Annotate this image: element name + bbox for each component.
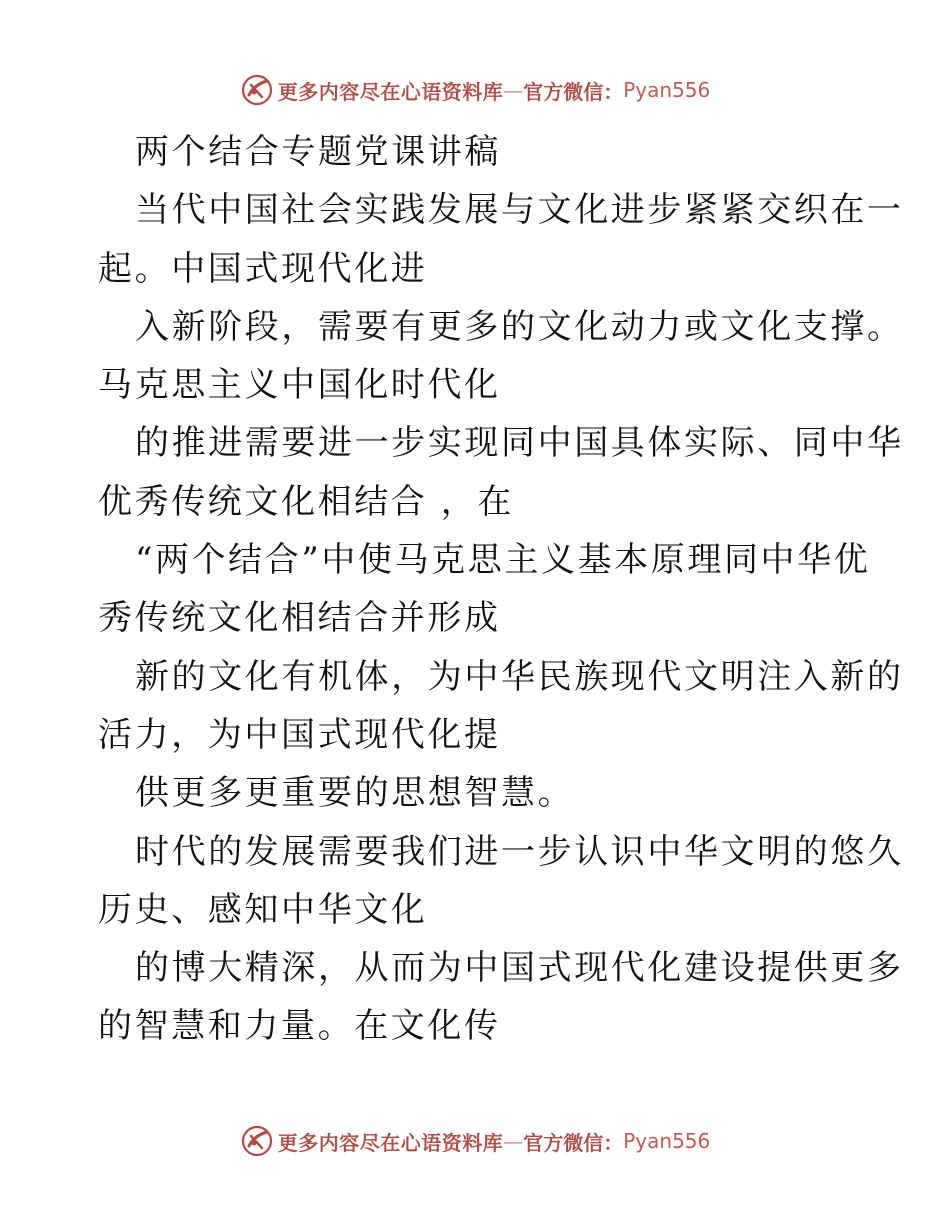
watermark-wechat-id: Pyan556 (623, 78, 711, 102)
text-line: 活力，为中国式现代化提 (98, 714, 501, 755)
text-line: 入新阶段，需要有更多的文化动力或文化支撑。 (135, 306, 904, 347)
text-line: 的博大精深，从而为中国式现代化建设提供更多 (135, 948, 904, 989)
document-body (98, 123, 904, 1056)
scroll-seal-icon (240, 1124, 274, 1158)
watermark-separator: — (503, 78, 524, 102)
text-line: 的智慧和力量。在文化传 (98, 1006, 501, 1047)
footer-watermark (0, 1121, 950, 1161)
watermark-text: 更多内容尽在心语资料库 (277, 79, 504, 104)
text-line: 当代中国社会实践发展与文化进步紧紧交织在一 (135, 190, 904, 231)
text-line: 马克思主义中国化时代化 (98, 365, 501, 406)
watermark-separator: — (503, 1129, 524, 1153)
watermark-wechat-id: Pyan556 (623, 1129, 711, 1153)
text-line: 起。中国式现代化进 (98, 248, 428, 289)
scroll-seal-icon (240, 73, 274, 107)
document-title: 两个结合专题党课讲稿 (135, 132, 501, 172)
watermark-text: 更多内容尽在心语资料库 (277, 1130, 504, 1155)
text-line: 时代的发展需要我们进一步认识中华文明的悠久 (135, 831, 904, 872)
text-line: 优秀传统文化相结合 ，在 (98, 481, 515, 522)
header-watermark (0, 70, 950, 110)
text-line: 新的文化有机体，为中华民族现代文明注入新的 (135, 656, 904, 697)
text-line: 秀传统文化相结合并形成 (98, 598, 501, 639)
watermark-label: 官方微信： (523, 1130, 624, 1155)
text-line: “两个结合”中使马克思主义基本原理同中华优 (135, 540, 871, 581)
watermark-label: 官方微信： (523, 79, 624, 104)
text-line: 历史、感知中华文化 (98, 889, 428, 930)
text-line: 供更多更重要的思想智慧。 (135, 773, 575, 814)
text-line: 的推进需要进一步实现同中国具体实际、同中华 (135, 423, 904, 464)
